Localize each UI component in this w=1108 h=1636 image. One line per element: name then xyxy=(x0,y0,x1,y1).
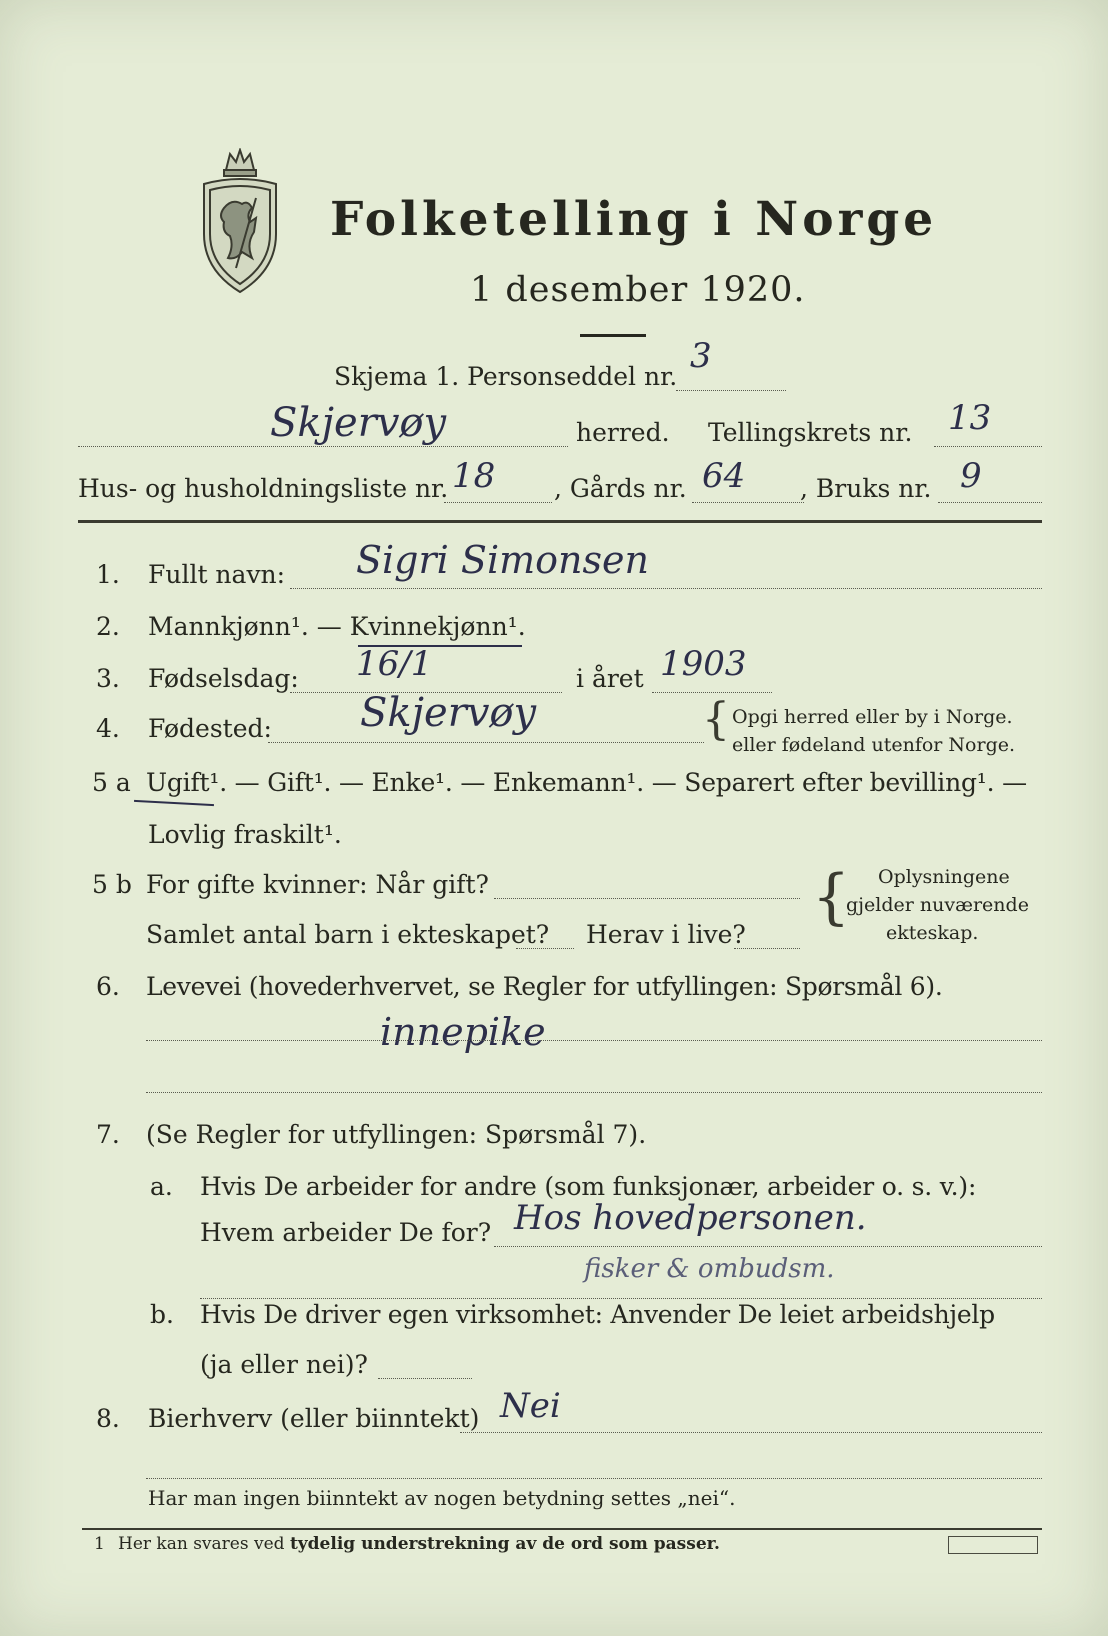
gards-line xyxy=(692,502,804,503)
q6-label: Levevei (hovederhvervet, se Regler for utfyllingen: Spørsmål 6). xyxy=(146,972,943,1001)
q4-label: Fødested: xyxy=(148,714,272,743)
q6-line-2 xyxy=(146,1092,1042,1093)
bruks-value[interactable]: 9 xyxy=(960,456,982,496)
q5b-note-2: gjelder nuværende xyxy=(846,894,1029,916)
herred-label: herred. xyxy=(576,418,670,447)
footnote-text xyxy=(118,1534,720,1554)
q5b-label-2: Samlet antal barn i ekteskapet? xyxy=(146,920,550,949)
q8-value[interactable]: Nei xyxy=(500,1386,561,1426)
gards-label: , Gårds nr. xyxy=(554,474,687,503)
q4-value[interactable]: Skjervøy xyxy=(360,690,537,736)
q4-brace: { xyxy=(702,694,730,745)
q1-label: Fullt navn: xyxy=(148,560,286,589)
printer-stamp xyxy=(948,1536,1038,1554)
q4-note-2: eller fødeland utenfor Norge. xyxy=(732,734,1016,756)
husholdningsliste-label: Hus- og husholdningsliste nr. xyxy=(78,474,449,503)
q5b-note-1: Oplysningene xyxy=(878,866,1010,888)
q2-label: Mannkjønn¹. — Kvinnekjønn¹. xyxy=(148,612,526,641)
gards-value[interactable]: 64 xyxy=(702,456,746,496)
q4-number: 4. xyxy=(96,714,120,743)
q5b-brace: { xyxy=(812,862,851,932)
q7b-line xyxy=(378,1378,472,1379)
q6-value[interactable]: innepike xyxy=(380,1010,546,1054)
q5a-number: 5 a xyxy=(92,768,131,797)
q5b-line-3 xyxy=(734,948,800,949)
q5b-line-2 xyxy=(516,948,574,949)
q6-line-1 xyxy=(146,1040,1042,1041)
q6-number: 6. xyxy=(96,972,120,1001)
form-title: Folketelling i Norge xyxy=(330,192,938,247)
skjema-value[interactable]: 3 xyxy=(690,336,712,376)
q7-label: (Se Regler for utfyllingen: Spørsmål 7). xyxy=(146,1120,647,1149)
footnote-text-bold: tydelig understrekning av de ord som passer. xyxy=(289,1534,720,1554)
title-rule xyxy=(580,334,646,337)
q5b-note-3: ekteskap. xyxy=(886,922,979,944)
q7a-label-2: Hvem arbeider De for? xyxy=(200,1218,492,1247)
bottom-note: Har man ingen biinntekt av nogen betydning settes „nei“. xyxy=(148,1486,736,1510)
form-date: 1 desember 1920. xyxy=(470,270,806,310)
q2-number: 2. xyxy=(96,612,120,641)
q7b-label: Hvis De driver egen virksomhet: Anvender De leiet arbeidshjelp xyxy=(200,1300,995,1329)
q7a-number: a. xyxy=(150,1172,173,1201)
coat-of-arms-icon xyxy=(196,148,284,296)
q3-year-label: i året xyxy=(576,664,644,693)
tellingskrets-line xyxy=(934,446,1042,447)
tellingskrets-value[interactable]: 13 xyxy=(948,398,992,438)
q5b-label-3: Herav i live? xyxy=(586,920,746,949)
herred-line xyxy=(78,446,568,447)
header-divider xyxy=(78,520,1042,523)
footnote-mark: 1 xyxy=(94,1534,105,1554)
q3-number: 3. xyxy=(96,664,120,693)
q5a-label: Ugift¹. — Gift¹. — Enke¹. — Enkemann¹. — Separert efter bevilling¹. — xyxy=(146,768,1027,797)
q4-note-1: Opgi herred eller by i Norge. xyxy=(732,706,1013,728)
q3-label: Fødselsdag: xyxy=(148,664,299,693)
q7a-note[interactable]: fisker & ombudsm. xyxy=(584,1254,835,1284)
q1-value[interactable]: Sigri Simonsen xyxy=(356,538,649,582)
herred-value[interactable]: Skjervøy xyxy=(270,400,447,446)
q3-year-value[interactable]: 1903 xyxy=(660,644,747,684)
skjema-label: Skjema 1. Personseddel nr. xyxy=(334,362,678,391)
bruks-line xyxy=(938,502,1042,503)
q5a-label-2: Lovlig fraskilt¹. xyxy=(148,820,342,849)
tellingskrets-label: Tellingskrets nr. xyxy=(708,418,913,447)
q3-day-value[interactable]: 16/1 xyxy=(356,644,433,684)
husholdningsliste-value[interactable]: 18 xyxy=(452,456,496,496)
q7a-line-2 xyxy=(200,1298,1042,1299)
q7a-value[interactable]: Hos hovedpersonen. xyxy=(514,1198,867,1238)
q7a-line xyxy=(494,1246,1042,1247)
q7b-number: b. xyxy=(150,1300,174,1329)
q1-line xyxy=(290,588,1042,589)
q8-label: Bierhverv (eller biinntekt) xyxy=(148,1404,480,1433)
footnote-divider xyxy=(82,1528,1042,1530)
q7-number: 7. xyxy=(96,1120,120,1149)
q8-line-2 xyxy=(146,1478,1042,1479)
q7a-label: Hvis De arbeider for andre (som funksjonær, arbeider o. s. v.): xyxy=(200,1172,977,1201)
skjema-line xyxy=(676,390,786,391)
q5b-line xyxy=(494,898,800,899)
q7b-label-2: (ja eller nei)? xyxy=(200,1350,368,1379)
q4-line xyxy=(268,742,704,743)
q5b-label: For gifte kvinner: Når gift? xyxy=(146,870,489,899)
q3-year-line xyxy=(652,692,772,693)
q8-number: 8. xyxy=(96,1404,120,1433)
q8-line xyxy=(460,1432,1042,1433)
q5b-number: 5 b xyxy=(92,870,132,899)
q5a-selected-underline xyxy=(134,800,214,806)
q1-number: 1. xyxy=(96,560,120,589)
husholdningsliste-line xyxy=(444,502,552,503)
footnote-text-plain: Her kan svares ved xyxy=(118,1534,285,1554)
bruks-label: , Bruks nr. xyxy=(800,474,932,503)
